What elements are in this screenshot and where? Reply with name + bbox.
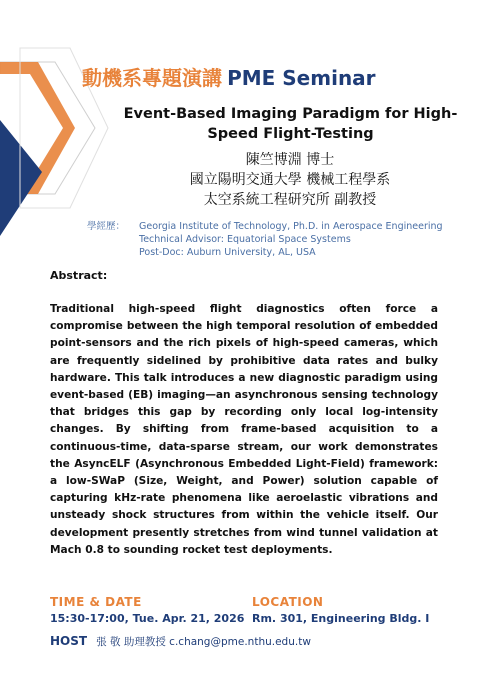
talk-title [118, 104, 463, 144]
talk-title-line-1: Event-Based Imaging Paradigm for High- [123, 106, 458, 122]
abstract-text: Traditional high-speed flight diagnostics often force a compromise between the high temporal resolution of embedded point-sensors and the rich pixels of high-speed cameras, which are frequently sidelined by prohibitive data rates and bulky hardware. This talk introduces a new diagnostic paradigm using event-based (EB) imaging—an asynchronous sensing technology that bridges this gap by recording only local log-intensity changes. By shifting from frame-based acquisition to a continuous-time, data-sparse stream, our work demonstrates the AsyncELF (Asynchronous Embedded Light-Field) framework: a low-SWaP (Size, Weight, and Power) solution capable of capturing kHz-rate phenomena like aeroelastic vibrations and unsteady shock structures from within the vehicle itself. Our development presently stretches from wind tunnel validation at Mach 0.8 to sounding rocket test deployments. [50, 303, 438, 556]
location-label: LOCATION [252, 595, 324, 609]
speaker-affiliation-1: 國立陽明交通大學 機械工程學系 [189, 172, 391, 188]
education-lines [139, 220, 489, 259]
speaker-affiliation-2: 太空系統工程研究所 副教授 [203, 192, 377, 208]
talk-title-line-2: Speed Flight-Testing [207, 126, 374, 142]
education-line-3: Post-Doc: Auburn University, AL, USA [139, 247, 316, 258]
education-line-2: Technical Advisor: Equatorial Space Systems [139, 234, 351, 245]
seminar-title-english: PME Seminar [227, 66, 376, 90]
speaker-block [150, 150, 430, 210]
location-value: Rm. 301, Engineering Bldg. I [252, 612, 430, 625]
seminar-title-chinese: 動機系專題演講 [82, 66, 222, 90]
speaker-name: 陳竺博淵 博士 [245, 152, 335, 168]
host-row [50, 630, 311, 649]
time-date-label: TIME & DATE [50, 595, 142, 609]
seminar-title [82, 62, 482, 91]
host-label: HOST [50, 634, 88, 648]
education-label: 學經歷： [87, 221, 126, 232]
host-value: 張 敬 助理教授 c.chang@pme.nthu.edu.tw [96, 636, 311, 648]
education-line-1: Georgia Institute of Technology, Ph.D. in Aerospace Engineering [139, 221, 443, 232]
time-date-value: 15:30-17:00, Tue. Apr. 21, 2026 [50, 612, 245, 625]
abstract-label: Abstract: [50, 269, 108, 282]
